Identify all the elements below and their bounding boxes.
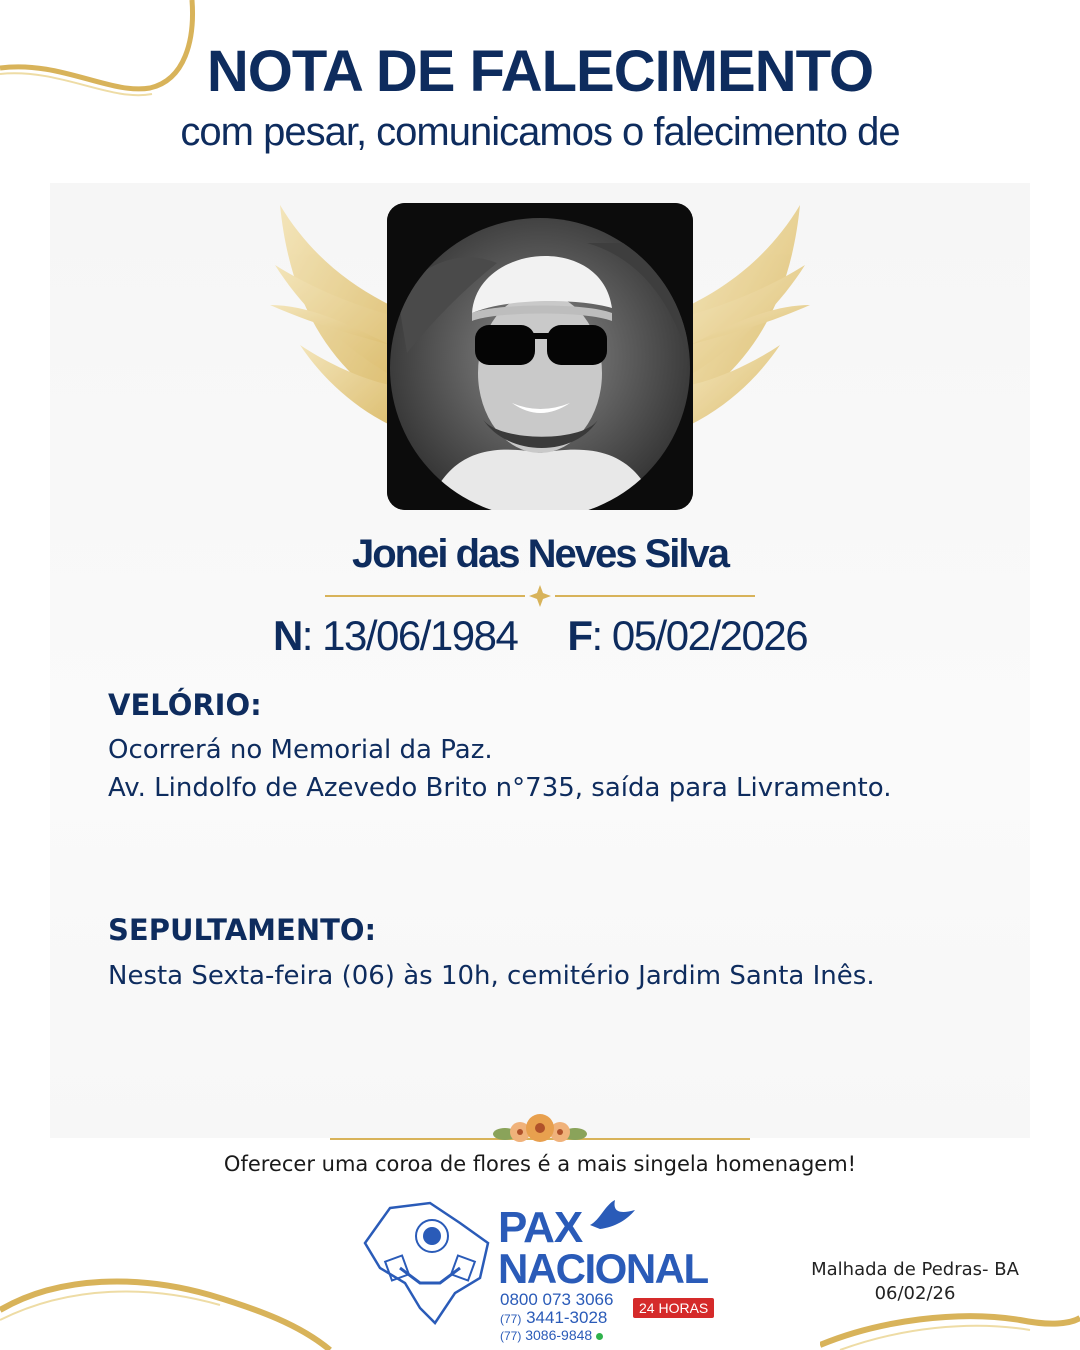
homage-message: Oferecer uma coroa de flores é a mais singela homenagem! xyxy=(223,1152,857,1176)
death-label: F xyxy=(567,612,592,659)
portrait-photo xyxy=(387,203,693,510)
life-dates: N: 13/06/1984 F: 05/02/2026 xyxy=(272,612,808,659)
whatsapp-icon xyxy=(596,1333,603,1340)
location-date xyxy=(800,1258,1030,1306)
phone-whatsapp-area: (77) xyxy=(500,1329,522,1343)
phone-landline-number: 3441-3028 xyxy=(526,1308,608,1327)
death-date: 05/02/2026 xyxy=(611,612,808,659)
gold-divider xyxy=(325,585,755,607)
page-subtitle: com pesar, comunicamos o falecimento de xyxy=(180,110,900,154)
birth-label: N xyxy=(272,612,302,659)
page-title: NOTA DE FALECIMENTO xyxy=(206,39,874,104)
sepultamento-line-1: Nesta Sexta-feira (06) às 10h, cemitério Jardim Santa Inês. xyxy=(108,961,875,991)
velorio-line-2: Av. Lindolfo de Azevedo Brito n°735, saída para Livramento. xyxy=(108,773,892,803)
location-text: Malhada de Pedras- BA xyxy=(811,1259,1019,1280)
birth-date: 13/06/1984 xyxy=(322,612,518,659)
velorio-heading: VELÓRIO: xyxy=(108,688,262,722)
brazil-map-handshake-logo-icon xyxy=(360,1198,495,1328)
flower-divider-icon xyxy=(330,1108,750,1158)
deceased-name: Jonei das Neves Silva xyxy=(351,532,728,576)
phone-whatsapp-number: 3086-9848 xyxy=(525,1327,593,1343)
issue-date: 06/02/26 xyxy=(874,1283,956,1304)
phone-landline xyxy=(500,1308,607,1328)
sepultamento-heading: SEPULTAMENTO: xyxy=(108,913,377,947)
phone-landline-area: (77) xyxy=(500,1312,522,1326)
phone-whatsapp xyxy=(500,1327,603,1343)
phone-tollfree: 0800 073 3066 xyxy=(500,1290,614,1309)
velorio-line-1: Ocorrerá no Memorial da Paz. xyxy=(108,735,493,765)
gold-swoosh-bottom-left xyxy=(0,1270,340,1350)
brand-name-line-2: NACIONAL xyxy=(498,1245,708,1292)
24h-badge: 24 HORAS xyxy=(633,1298,714,1318)
dove-icon xyxy=(585,1195,640,1235)
brand-name-line-1: PAX xyxy=(498,1203,583,1252)
